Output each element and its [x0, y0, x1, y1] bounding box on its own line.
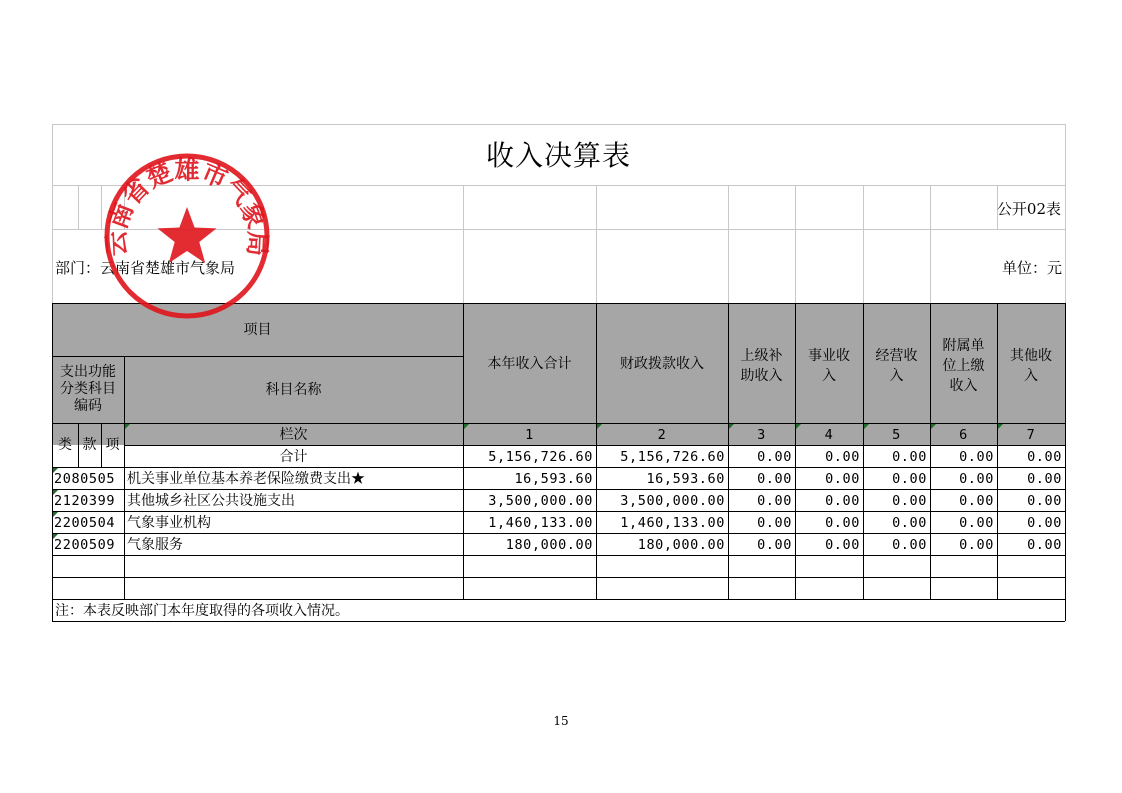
row-value: 0.00 — [959, 515, 994, 531]
row-value: 1,460,133.00 — [488, 515, 593, 531]
header-col4-line1: 事业收 — [808, 348, 850, 364]
header-col6-line1: 附属单 — [942, 338, 985, 354]
row-value: 0.00 — [959, 493, 994, 509]
row-value: 16,593.60 — [514, 471, 593, 487]
header-col6 — [930, 336, 997, 396]
total-label: 合计 — [279, 449, 308, 465]
header-lei: 类 — [58, 437, 72, 453]
row-value: 0.00 — [825, 515, 860, 531]
total-cell: 0.00 — [892, 449, 927, 465]
row-value: 0.00 — [892, 493, 927, 509]
header-col7-line1: 其他收 — [1010, 348, 1052, 364]
department-label: 部门：云南省楚雄市气象局 — [55, 259, 236, 277]
col-number-5: 5 — [892, 427, 901, 443]
header-col7 — [997, 346, 1065, 386]
row-value: 16,593.60 — [646, 471, 725, 487]
col-number-4: 4 — [824, 427, 834, 443]
row-value: 0.00 — [959, 537, 994, 553]
header-col3-line2: 助收入 — [740, 368, 783, 384]
row-value: 0.00 — [1027, 471, 1062, 487]
header-col5-line1: 经营收 — [875, 348, 918, 364]
row-code: 2080505 — [54, 471, 116, 487]
header-col1: 本年收入合计 — [487, 356, 572, 372]
header-subject-name: 科目名称 — [265, 382, 322, 398]
row-value: 0.00 — [757, 493, 792, 509]
header-func-code-line1: 支出功能 — [60, 364, 116, 380]
row-value: 3,500,000.00 — [488, 493, 593, 509]
page-title: 收入决算表 — [485, 139, 631, 172]
row-name: 其他城乡社区公共设施支出 — [127, 493, 295, 509]
form-code: 公开02表 — [996, 200, 1061, 218]
row-value: 0.00 — [892, 537, 927, 553]
total-cell: 0.00 — [825, 449, 860, 465]
row-name: 机关事业单位基本养老保险缴费支出★ — [127, 471, 365, 487]
seal-text: 云南省楚雄市气象局 — [102, 155, 272, 257]
row-value: 0.00 — [825, 537, 860, 553]
header-col3 — [728, 346, 795, 386]
row-value: 0.00 — [825, 493, 860, 509]
header-col4 — [795, 346, 863, 386]
total-cell: 0.00 — [757, 449, 792, 465]
row-value: 0.00 — [757, 471, 792, 487]
row-name: 气象事业机构 — [127, 515, 211, 531]
table-note: 注：本表反映部门本年度取得的各项收入情况。 — [55, 603, 349, 619]
row-value: 0.00 — [1027, 537, 1062, 553]
total-cell: 5,156,726.60 — [620, 449, 725, 465]
total-cell: 0.00 — [1027, 449, 1062, 465]
row-value: 0.00 — [892, 471, 927, 487]
header-col6-line3: 收入 — [949, 378, 978, 394]
row-value: 0.00 — [1027, 493, 1062, 509]
col-number-2: 2 — [657, 427, 667, 443]
header-project: 项目 — [243, 322, 272, 338]
col-number-1: 1 — [525, 427, 534, 443]
row-value: 1,460,133.00 — [620, 515, 725, 531]
col-number-6: 6 — [959, 427, 968, 443]
unit-label: 单位：元 — [1001, 259, 1062, 277]
row-value: 0.00 — [757, 515, 792, 531]
row-value: 3,500,000.00 — [620, 493, 725, 509]
header-func-code-line3: 编码 — [74, 398, 102, 414]
col-number-7: 7 — [1026, 427, 1036, 443]
header-col3-line1: 上级补 — [740, 348, 783, 364]
row-name: 气象服务 — [127, 537, 183, 553]
header-col5-line2: 入 — [889, 368, 904, 384]
header-lanci: 栏次 — [279, 427, 308, 443]
header-col7-line2: 入 — [1024, 368, 1038, 384]
header-col6-line2: 位上缴 — [942, 358, 985, 374]
total-cell: 5,156,726.60 — [488, 449, 593, 465]
row-value: 0.00 — [825, 471, 860, 487]
header-func-code-line2: 分类科目 — [60, 381, 116, 397]
row-value: 180,000.00 — [505, 537, 593, 553]
header-kuan: 款 — [82, 437, 97, 453]
col-number-3: 3 — [757, 427, 766, 443]
header-xiang: 项 — [105, 437, 120, 453]
row-value: 0.00 — [892, 515, 927, 531]
row-code: 2120399 — [54, 493, 116, 509]
total-cell: 0.00 — [959, 449, 994, 465]
row-value: 0.00 — [1027, 515, 1062, 531]
row-code: 2200509 — [54, 537, 116, 553]
header-col4-line2: 入 — [822, 368, 836, 384]
row-value: 0.00 — [757, 537, 792, 553]
page-number: 15 — [553, 714, 569, 728]
row-code: 2200504 — [54, 515, 116, 531]
official-seal-stamp — [102, 151, 272, 321]
header-func-code — [52, 364, 124, 415]
seal-star-icon — [158, 207, 217, 263]
header-col5 — [863, 346, 930, 386]
header-col2: 财政拨款收入 — [620, 356, 704, 372]
row-value: 180,000.00 — [637, 537, 725, 553]
row-value: 0.00 — [959, 471, 994, 487]
